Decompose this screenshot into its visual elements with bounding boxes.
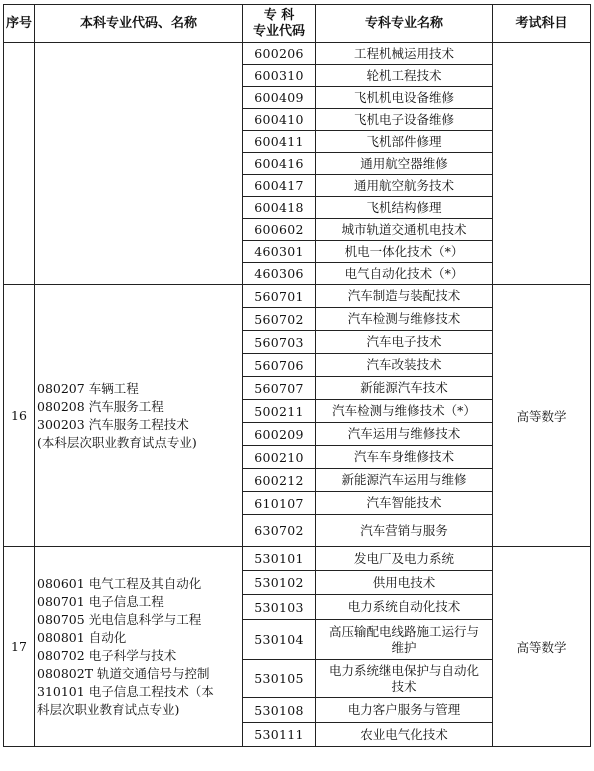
major-code: 610107 [243,492,316,515]
major-code: 600210 [243,446,316,469]
major-code: 600417 [243,175,316,197]
major-name: 汽车电子技术 [316,331,493,354]
bachelor-majors [35,285,243,547]
major-name: 农业电气化技术 [316,723,493,747]
major-code: 600410 [243,109,316,131]
major-name: 汽车车身维修技术 [316,446,493,469]
major-code: 530111 [243,723,316,747]
major-code: 560707 [243,377,316,400]
header-row [4,5,591,43]
table-row [4,43,591,65]
exam-subject: 高等数学 [493,285,591,547]
major-code: 530101 [243,547,316,571]
major-name: 电力系统继电保护与自动化技术 [316,660,493,698]
major-code: 600409 [243,87,316,109]
header-bachelor: 本科专业代码、名称 [35,5,243,43]
bachelor-major-line: 080207 车辆工程 [37,380,139,396]
major-code: 600209 [243,423,316,446]
table-row [4,547,591,571]
major-name: 通用航空器维修 [316,153,493,175]
bachelor-majors [35,547,243,747]
bachelor-major-line: 080701 电子信息工程 [37,593,164,609]
major-name: 飞机结构修理 [316,197,493,219]
header-name: 专科专业名称 [316,5,493,43]
row-seq [4,43,35,285]
bachelor-major-line: 300203 汽车服务工程技术 [37,416,189,432]
major-name: 轮机工程技术 [316,65,493,87]
major-name: 电力客户服务与管理 [316,698,493,723]
major-code: 500211 [243,400,316,423]
row-seq: 17 [4,547,35,747]
bachelor-major-line: 080801 自动化 [37,629,127,645]
major-code: 600310 [243,65,316,87]
major-name: 工程机械运用技术 [316,43,493,65]
major-code: 530105 [243,660,316,698]
major-table [3,4,591,747]
bachelor-major-line: 科层次职业教育试点专业) [37,701,180,717]
major-name: 汽车运用与维修技术 [316,423,493,446]
major-code: 560706 [243,354,316,377]
major-code: 530103 [243,595,316,620]
major-name: 通用航空航务技术 [316,175,493,197]
major-code: 600416 [243,153,316,175]
major-code: 530108 [243,698,316,723]
major-name: 汽车营销与服务 [316,515,493,547]
exam-subject [493,43,591,285]
major-name: 汽车检测与维修技术（*） [316,400,493,423]
major-code: 530102 [243,571,316,595]
major-name: 新能源汽车运用与维修 [316,469,493,492]
major-name: 飞机电子设备维修 [316,109,493,131]
table-row [4,285,591,308]
bachelor-major-line: 310101 电子信息工程技术（本 [37,683,214,699]
major-code: 560702 [243,308,316,331]
bachelor-major-line: 080705 光电信息科学与工程 [37,611,202,627]
major-code: 600411 [243,131,316,153]
major-code: 600206 [243,43,316,65]
bachelor-majors [35,43,243,285]
bachelor-major-line: 080601 电气工程及其自动化 [37,575,202,591]
major-code: 630702 [243,515,316,547]
header-code-line2: 专业代码 [252,23,305,39]
major-code: 460301 [243,241,316,263]
header-code-line1: 专 科 [263,7,295,23]
major-name: 新能源汽车技术 [316,377,493,400]
exam-subject: 高等数学 [493,547,591,747]
major-name: 供用电技术 [316,571,493,595]
major-code: 560701 [243,285,316,308]
major-name: 汽车检测与维修技术 [316,308,493,331]
major-name: 高压输配电线路施工运行与维护 [316,620,493,660]
major-code: 560703 [243,331,316,354]
major-name: 机电一体化技术（*） [316,241,493,263]
header-seq: 序号 [4,5,35,43]
bachelor-major-line: (本科层次职业教育试点专业) [37,434,197,450]
major-code: 600418 [243,197,316,219]
major-name: 汽车改装技术 [316,354,493,377]
major-name: 发电厂及电力系统 [316,547,493,571]
bachelor-major-line: 080702 电子科学与技术 [37,647,177,663]
header-code [243,5,316,43]
major-name: 电气自动化技术（*） [316,263,493,285]
bachelor-major-line: 080802T 轨道交通信号与控制 [37,665,210,681]
major-name: 电力系统自动化技术 [316,595,493,620]
header-exam: 考试科目 [493,5,591,43]
major-code: 460306 [243,263,316,285]
table-body [4,43,591,747]
major-name: 汽车智能技术 [316,492,493,515]
major-name: 飞机部件修理 [316,131,493,153]
major-code: 600212 [243,469,316,492]
bachelor-major-line: 080208 汽车服务工程 [37,398,164,414]
major-name: 汽车制造与装配技术 [316,285,493,308]
row-seq: 16 [4,285,35,547]
major-code: 600602 [243,219,316,241]
major-name: 飞机机电设备维修 [316,87,493,109]
major-code: 530104 [243,620,316,660]
major-name: 城市轨道交通机电技术 [316,219,493,241]
